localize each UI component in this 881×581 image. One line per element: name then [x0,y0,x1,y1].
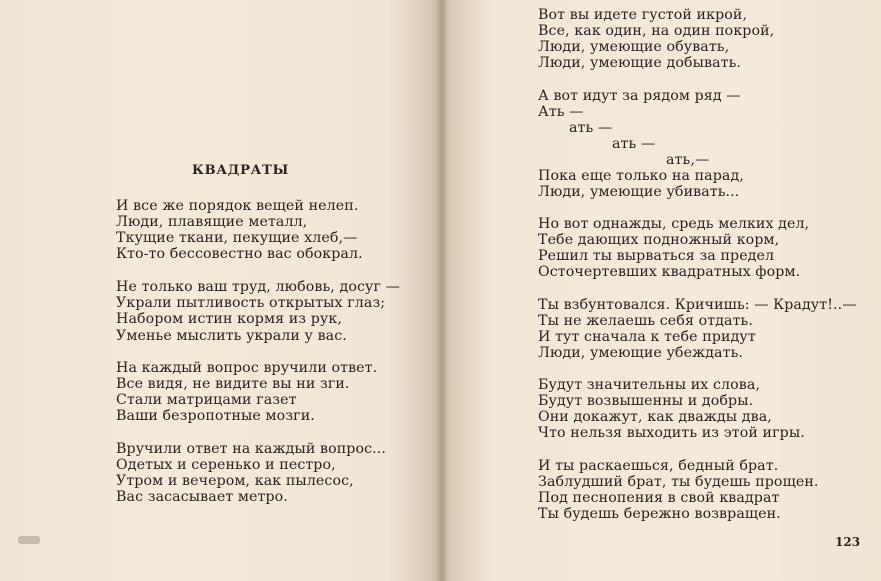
poem-line: Ваши безропотные мозги. [116,408,315,424]
poem-line: ать,— [666,152,710,168]
poem-line: Все видя, не видите вы ни зги. [116,376,350,392]
right-page [442,0,881,581]
poem-line: Заблудший брат, ты будешь прощен. [538,474,819,490]
poem-line: Будут возвышенны и добры. [538,393,754,409]
poem-line: Набором истин кормя из рук, [116,311,342,327]
poem-line: И ты раскаешься, бедный брат. [538,458,779,474]
page-number: 123 [835,535,861,549]
poem-line: Все, как один, на один покрой, [538,23,775,39]
poem-title: КВАДРАТЫ [192,163,290,178]
poem-line: Люди, умеющие убивать... [538,184,740,200]
poem-line: Они докажут, как дважды два, [538,409,772,425]
poem-line: Не только ваш труд, любовь, досуг — [116,279,400,295]
poem-line: Кто-то бессовестно вас обокрал. [116,246,363,262]
poem-line: Уменье мыслить украли у вас. [116,328,347,344]
poem-line: Под песнопения в свой квадрат [538,490,780,506]
poem-line: ать — [612,136,656,152]
poem-line: Украли пытливость открытых глаз; [116,295,386,311]
poem-line: Осточертевших квадратных форм. [538,264,801,280]
poem-line: Утром и вечером, как пылесос, [116,473,354,489]
poem-line: А вот идут за рядом ряд — [538,88,741,104]
poem-line: Ты взбунтовался. Кричишь: — Крадут!..— [538,297,857,313]
poem-line: Люди, умеющие добывать. [538,55,742,71]
poem-line: Ты будешь бережно возвращен. [538,506,781,522]
poem-line: Вот вы идете густой икрой, [538,7,748,23]
poem-line: Но вот однажды, средь мелких дел, [538,216,810,232]
poem-line: Вас засасывает метро. [116,489,288,505]
poem-line: И все же порядок вещей нелеп. [116,198,359,214]
poem-line: Что нельзя выходить из этой игры. [538,425,805,441]
poem-line: Будут значительны их слова, [538,377,761,393]
poem-line: Вручили ответ на каждый вопрос... [116,441,386,457]
poem-line: На каждый вопрос вручили ответ. [116,360,378,376]
left-page [0,0,438,581]
poem-line: Ты не желаешь себя отдать. [538,313,753,329]
poem-line: И тут сначала к тебе придут [538,329,756,345]
page-smudge [18,536,40,544]
poem-line: Стали матрицами газет [116,392,297,408]
poem-line: Одетых и серенько и пестро, [116,457,336,473]
poem-line: Люди, умеющие убеждать. [538,345,743,361]
poem-line: Люди, умеющие обувать, [538,39,730,55]
poem-line: Люди, плавящие металл, [116,214,308,230]
poem-line: Решил ты вырваться за предел [538,248,775,264]
poem-line: ать — [569,120,613,136]
poem-line: Тебе дающих подножный корм, [538,232,780,248]
poem-line: Ать — [538,104,584,120]
poem-line: Пока еще только на парад, [538,168,744,184]
poem-line: Ткущие ткани, пекущие хлеб,— [116,230,358,246]
